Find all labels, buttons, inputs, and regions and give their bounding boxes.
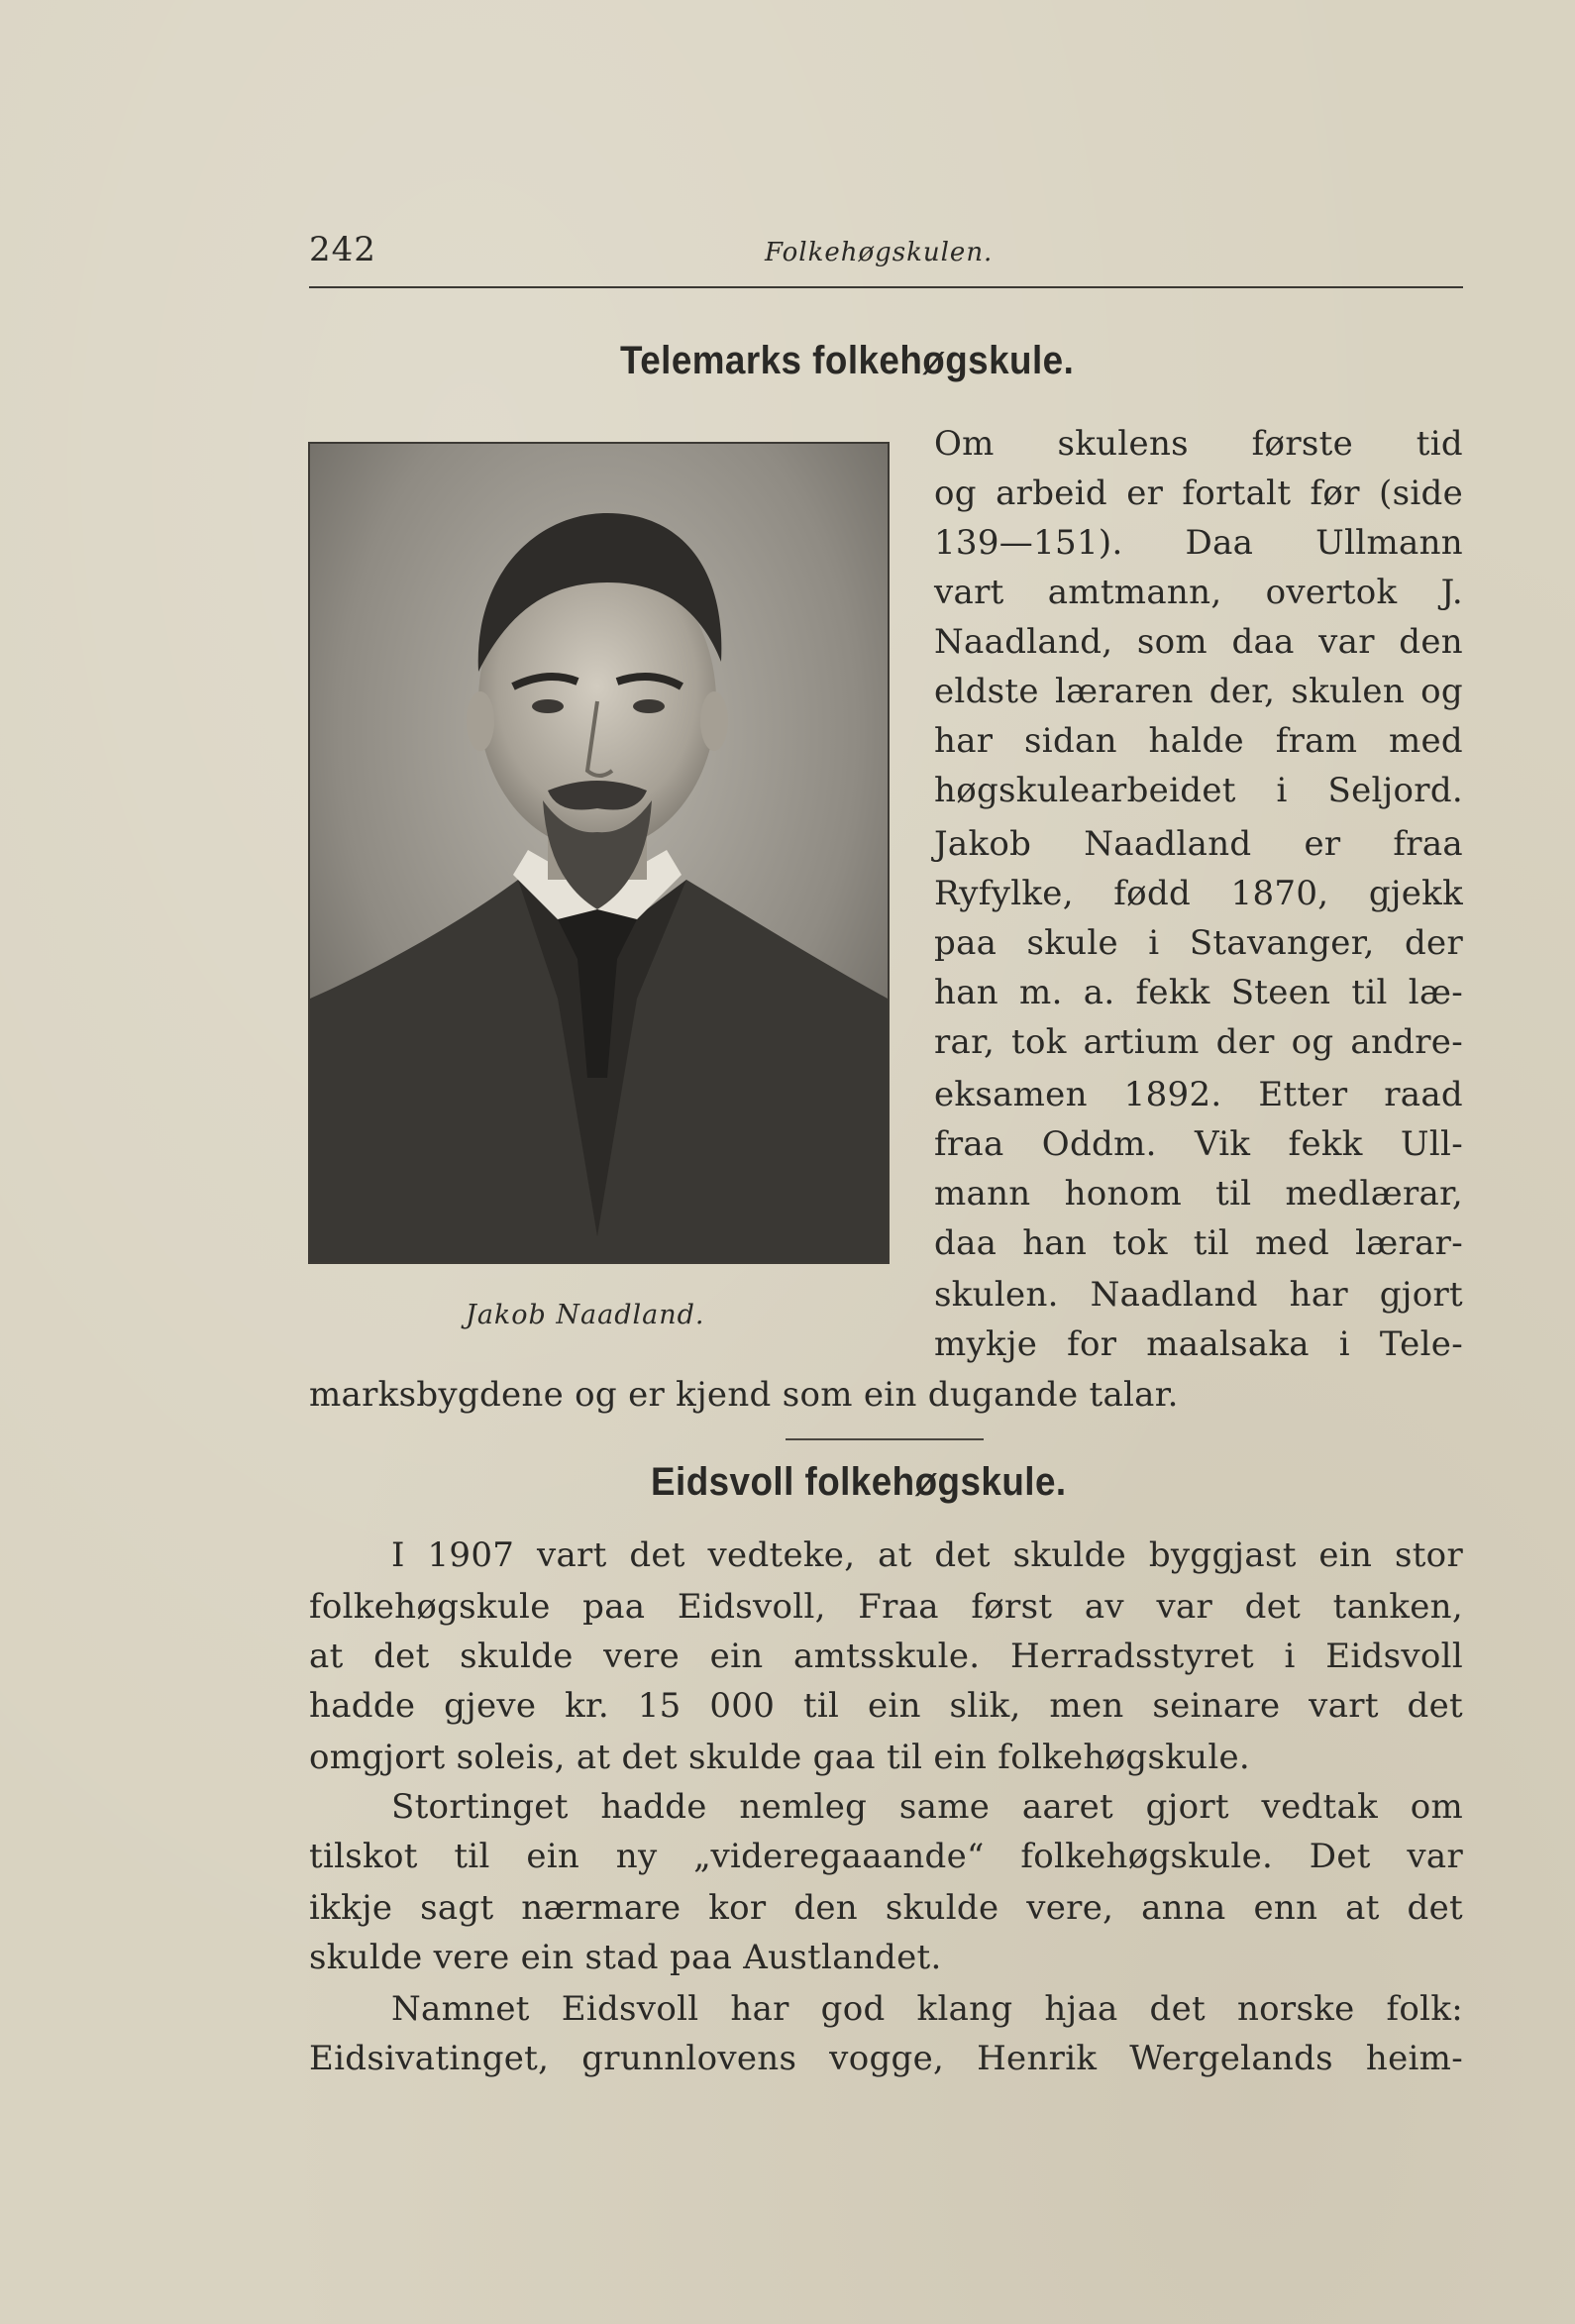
text-line: paa skule i Stavanger, der	[934, 923, 1463, 963]
text-line: daa han tok til med lærar-	[934, 1223, 1463, 1263]
text-line: han m. a. fekk Steen til læ-	[934, 973, 1463, 1012]
text-line: fraa Oddm. Vik fekk Ull-	[934, 1124, 1463, 1164]
text-line: skulen. Naadland har gjort	[934, 1275, 1463, 1315]
text-line: ikkje sagt nærmare kor den skulde vere, anna enn at det	[309, 1888, 1463, 1928]
running-title: Folkehøgskulen.	[765, 238, 994, 267]
portrait-photo	[308, 442, 890, 1264]
text-line: marksbygdene og er kjend som ein dugande talar.	[309, 1375, 1179, 1415]
text-line: at det skulde vere ein amtsskule. Herradsstyret i Eidsvoll	[309, 1637, 1463, 1676]
text-line: Namnet Eidsvoll har god klang hjaa det norske folk:	[391, 1989, 1463, 2029]
section-heading-telemark: Telemarks folkehøgskule.	[620, 339, 1075, 382]
page-number: 242	[309, 230, 376, 269]
portrait-image	[310, 444, 888, 1262]
text-line: hadde gjeve kr. 15 000 til ein slik, men seinare vart det	[309, 1686, 1463, 1726]
photo-caption: Jakob Naadland.	[466, 1300, 705, 1330]
section-heading-eidsvoll: Eidsvoll folkehøgskule.	[651, 1460, 1067, 1504]
text-line: Jakob Naadland er fraa	[934, 824, 1463, 864]
text-line: Eidsivatinget, grunnlovens vogge, Henrik Wergelands heim-	[309, 2039, 1463, 2078]
text-line: og arbeid er fortalt før (side	[934, 474, 1463, 513]
text-line: eksamen 1892. Etter raad	[934, 1075, 1463, 1114]
text-line: 139—151). Daa Ullmann	[934, 523, 1463, 563]
text-line: I 1907 vart det vedteke, at det skulde byggjast ein stor	[391, 1535, 1463, 1575]
text-line: Ryfylke, fødd 1870, gjekk	[934, 874, 1463, 913]
text-line: Stortinget hadde nemleg same aaret gjort vedtak om	[391, 1787, 1463, 1827]
text-line: har sidan halde fram med	[934, 721, 1463, 761]
running-head	[309, 230, 1463, 279]
text-line: Om skulens første tid	[934, 424, 1463, 464]
text-line: vart amtmann, overtok J.	[934, 573, 1463, 612]
text-line: høgskulearbeidet i Seljord.	[934, 771, 1463, 810]
header-rule	[309, 286, 1463, 288]
text-line: skulde vere ein stad paa Austlandet.	[309, 1938, 942, 1977]
text-line: Naadland, som daa var den	[934, 622, 1463, 662]
text-line: tilskot til ein ny „videregaaande“ folkehøgskule. Det var	[309, 1837, 1463, 1876]
text-line: omgjort soleis, at det skulde gaa til ein folkehøgskule.	[309, 1738, 1251, 1777]
section-divider	[786, 1438, 984, 1440]
text-line: folkehøgskule paa Eidsvoll, Fraa først av var det tanken,	[309, 1587, 1463, 1627]
text-line: eldste læraren der, skulen og	[934, 672, 1463, 711]
text-line: mykje for maalsaka i Tele-	[934, 1324, 1463, 1364]
text-line: mann honom til medlærar,	[934, 1174, 1463, 1214]
text-line: rar, tok artium der og andre-	[934, 1022, 1463, 1062]
